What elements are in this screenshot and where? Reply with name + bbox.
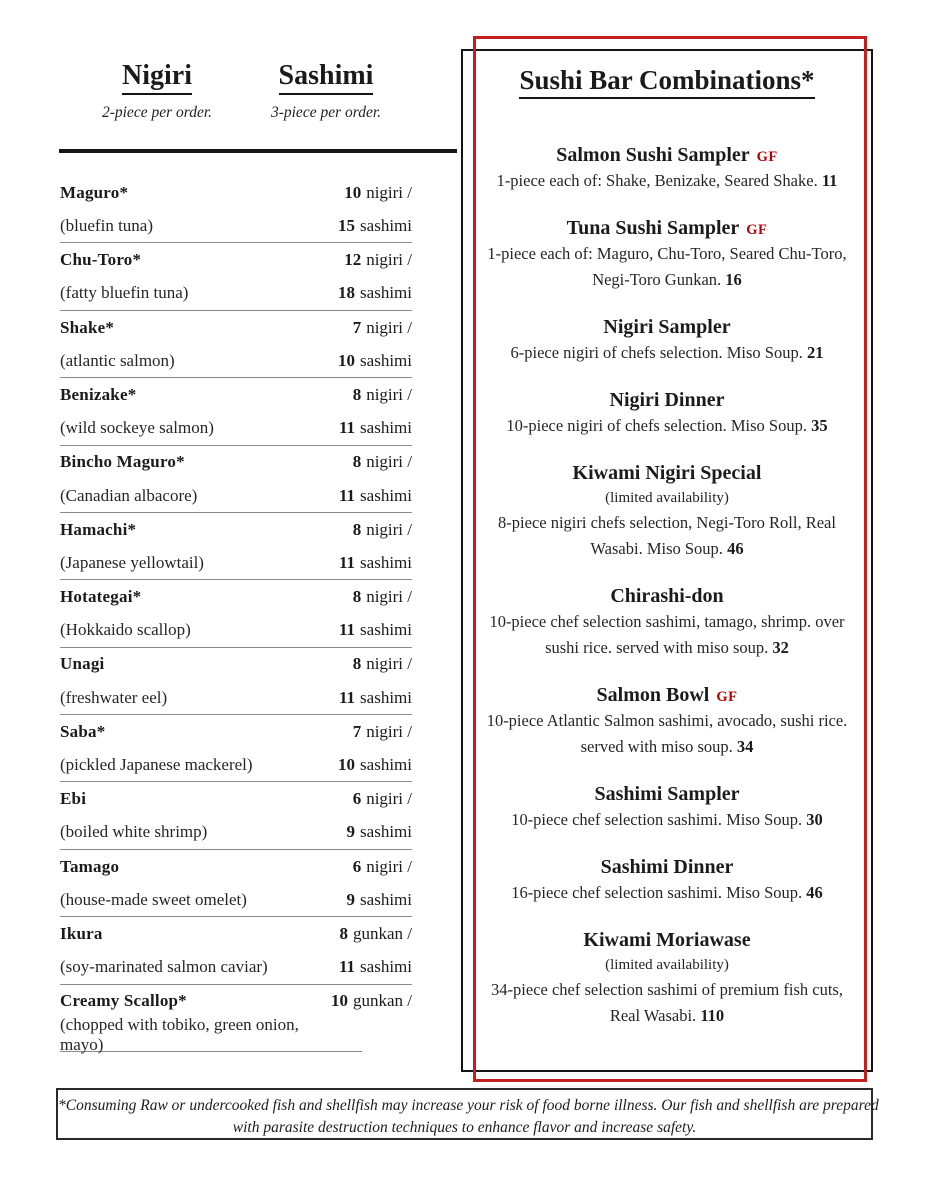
menu-item: [60, 648, 412, 715]
menu-item-sashimi-price: [331, 620, 412, 640]
combo-item-name: Sashimi Sampler: [594, 783, 740, 805]
combo-item-name-line: [461, 460, 873, 486]
nigiri-price-unit: nigiri /: [366, 856, 412, 876]
combo-item: [461, 781, 873, 833]
menu-item-name: Ikura: [60, 923, 103, 943]
sashimi-price-unit: sashimi: [360, 485, 412, 505]
menu-item: [60, 446, 412, 513]
combo-item-description-line: [478, 241, 856, 293]
menu-item-name-row: [60, 985, 412, 1019]
combo-item-description: 10-piece nigiri of chefs selection. Miso Soup.: [506, 416, 807, 435]
menu-item-desc-row: [60, 210, 412, 244]
sashimi-price-unit: sashimi: [360, 418, 412, 438]
combo-item-description-line: [478, 340, 856, 366]
nigiri-price-unit: nigiri /: [366, 654, 412, 674]
menu-item-nigiri-price: [337, 318, 412, 338]
menu-item-name-row: [60, 850, 412, 884]
sashimi-price-unit: sashimi: [360, 957, 412, 977]
combo-item-price: 16: [725, 270, 742, 289]
nigiri-price-unit: nigiri /: [366, 721, 412, 741]
nigiri-price-number: 8: [352, 519, 362, 539]
sashimi-price-unit: sashimi: [360, 283, 412, 303]
nigiri-column-subtitle: 2-piece per order.: [101, 104, 213, 121]
combo-item: [461, 583, 873, 661]
menu-item-desc-row: [60, 277, 412, 311]
gluten-free-badge: GF: [716, 689, 738, 705]
sashimi-column-title: Sashimi: [279, 60, 374, 95]
combo-item-price: 11: [821, 171, 838, 190]
sashimi-price-unit: sashimi: [360, 620, 412, 640]
menu-item-sashimi-price: [331, 553, 412, 573]
sashimi-price-number: 10: [338, 755, 356, 775]
nigiri-price-number: 12: [344, 250, 362, 270]
menu-item: [60, 311, 412, 378]
gluten-free-badge: GF: [746, 222, 768, 238]
sashimi-price-unit: sashimi: [360, 755, 412, 775]
menu-item-desc-row: [60, 1014, 362, 1054]
sashimi-price-number: 9: [346, 889, 356, 909]
menu-item-sashimi-price: [338, 1025, 362, 1045]
menu-item-desc-row: [60, 412, 412, 446]
combo-item-price: 110: [700, 1006, 725, 1025]
menu-item-nigiri-price: [337, 654, 412, 674]
menu-item-name: Saba*: [60, 721, 106, 741]
menu-item-name-row: [60, 311, 412, 345]
menu-item-name: Hotategai*: [60, 587, 142, 607]
sashimi-price-number: 15: [338, 216, 356, 236]
combo-item-name: Salmon Bowl: [596, 684, 710, 706]
nigiri-price-number: 10: [330, 991, 348, 1011]
menu-item-description: (pickled Japanese mackerel): [60, 755, 253, 775]
combo-item-description-line: [478, 807, 856, 833]
menu-item-sashimi-price: [331, 822, 412, 842]
combo-item-description: 1-piece each of: Shake, Benizake, Seared Shake.: [496, 171, 818, 190]
sashimi-price-unit: sashimi: [360, 822, 412, 842]
menu-item-description: (chopped with tobiko, green onion, mayo): [60, 1014, 299, 1054]
menu-item: [60, 513, 412, 580]
sashimi-price-unit: sashimi: [360, 889, 412, 909]
menu-item-description: (freshwater eel): [60, 687, 168, 707]
menu-item-name-row: [60, 782, 412, 816]
nigiri-price-unit: nigiri /: [366, 587, 412, 607]
combo-item: [461, 682, 873, 760]
menu-item-name: Unagi: [60, 654, 105, 674]
combo-item-description-line: [478, 168, 856, 194]
combo-item-name: Nigiri Sampler: [603, 316, 731, 338]
nigiri-sashimi-list: [60, 176, 412, 1052]
menu-item: [60, 782, 412, 849]
combo-item-price: 34: [736, 737, 754, 756]
menu-item-sashimi-price: [331, 351, 412, 371]
combo-item-description: 10-piece chef selection sashimi. Miso Soup.: [511, 810, 803, 829]
combo-item-description: 1-piece each of: Maguro, Chu-Toro, Seared Chu-Toro, Negi-Toro Gunkan.: [487, 244, 847, 289]
combo-item-description: 10-piece Atlantic Salmon sashimi, avocado, sushi rice. served with miso soup.: [486, 711, 848, 756]
menu-item-nigiri-price: [337, 587, 412, 607]
menu-item-desc-row: [60, 547, 412, 581]
sashimi-price-number: 11: [338, 687, 356, 707]
combo-item: [461, 927, 873, 1029]
combo-item-name-line: [461, 682, 873, 708]
nigiri-price-unit: nigiri /: [366, 519, 412, 539]
combo-item-price: 30: [806, 810, 823, 829]
combo-item-note: (limited availability): [605, 957, 729, 973]
menu-item: [60, 176, 412, 243]
sashimi-price-number: 10: [338, 350, 356, 370]
combo-item: [461, 387, 873, 439]
combo-item-name-line: [461, 854, 873, 880]
menu-item-sashimi-price: [331, 755, 412, 775]
sashimi-price-unit: sashimi: [360, 552, 412, 572]
menu-item-sashimi-price: [331, 486, 412, 506]
nigiri-price-number: 8: [339, 923, 348, 943]
combo-item-note: (limited availability): [605, 490, 729, 506]
combo-item: [461, 314, 873, 366]
menu-item-description: (fatty bluefin tuna): [60, 283, 189, 303]
combo-item-description: 6-piece nigiri of chefs selection. Miso Soup.: [510, 343, 803, 362]
nigiri-price-number: 7: [352, 721, 362, 741]
menu-item-name: Maguro*: [60, 182, 129, 202]
menu-item-nigiri-price: [324, 924, 412, 944]
nigiri-price-unit: nigiri /: [366, 452, 412, 472]
menu-item-desc-row: [60, 951, 412, 985]
menu-item-nigiri-price: [337, 722, 412, 742]
nigiri-price-unit: gunkan /: [352, 923, 412, 943]
menu-item-nigiri-price: [337, 250, 412, 270]
combo-item-price: 21: [806, 343, 824, 362]
menu-item-sashimi-price: [331, 283, 412, 303]
menu-item-description: (atlantic salmon): [60, 350, 175, 370]
menu-item-nigiri-price: [337, 385, 412, 405]
combinations-title: Sushi Bar Combinations*: [461, 65, 873, 96]
combo-item-description-line: [478, 977, 856, 1029]
menu-item-nigiri-price: [324, 991, 412, 1011]
menu-item-name: Bincho Maguro*: [60, 452, 185, 472]
combo-item-name-line: [461, 583, 873, 609]
sashimi-price-number: 11: [338, 620, 356, 640]
combo-item: [461, 215, 873, 293]
nigiri-price-number: 8: [352, 654, 362, 674]
nigiri-price-unit: gunkan /: [352, 991, 412, 1011]
combo-item-description: 10-piece chef selection sashimi, tamago, shrimp. over sushi rice. served with miso soup.: [489, 612, 845, 657]
menu-item-name: Shake*: [60, 317, 115, 337]
combo-item-name-line: [461, 781, 873, 807]
nigiri-price-unit: nigiri /: [366, 789, 412, 809]
sashimi-price-number: 11: [338, 485, 356, 505]
combo-item-description: 16-piece chef selection sashimi. Miso Soup.: [511, 883, 803, 902]
combo-item-name: Salmon Sushi Sampler: [556, 144, 750, 166]
disclaimer-line-1: *Consuming Raw or undercooked fish and shellfish may increase your risk of food borne illness. Our fish and shellfish are prepared: [58, 1097, 879, 1114]
nigiri-price-number: 8: [352, 587, 362, 607]
menu-item-name-row: [60, 648, 412, 682]
combo-item-name: Kiwami Nigiri Special: [572, 462, 762, 484]
menu-item-name-row: [60, 243, 412, 277]
nigiri-price-unit: nigiri /: [366, 317, 412, 337]
menu-item-desc-row: [60, 816, 412, 850]
menu-item-description: (bluefin tuna): [60, 216, 153, 236]
menu-item-description: (Hokkaido scallop): [60, 620, 191, 640]
nigiri-column-header: [88, 60, 226, 92]
combo-item-description-line: [478, 413, 856, 439]
combo-item: [461, 460, 873, 562]
menu-item-nigiri-price: [337, 520, 412, 540]
menu-item-name-row: [60, 446, 412, 480]
menu-item-desc-row: [60, 681, 412, 715]
sashimi-price-number: 11: [338, 957, 356, 977]
combinations-list: [461, 142, 873, 1029]
menu-item-name: Tamago: [60, 856, 120, 876]
menu-item-name-row: [60, 580, 412, 614]
disclaimer-box: [56, 1088, 879, 1140]
menu-item-description: (Japanese yellowtail): [60, 552, 204, 572]
menu-item-name: Benizake*: [60, 384, 137, 404]
combo-item-name: Tuna Sushi Sampler: [566, 217, 740, 239]
menu-item: [60, 715, 412, 782]
left-column-divider: [59, 149, 457, 153]
menu-item-name-row: [60, 715, 412, 749]
nigiri-price-number: 7: [352, 317, 362, 337]
gluten-free-badge: GF: [756, 149, 778, 165]
combo-item-name-line: [461, 387, 873, 413]
menu-item-desc-row: [60, 479, 412, 513]
menu-item: [60, 243, 412, 310]
combo-item-description-line: [478, 510, 856, 562]
menu-item-description: (wild sockeye salmon): [60, 418, 214, 438]
sashimi-price-number: 9: [346, 822, 356, 842]
sashimi-column-header: [254, 60, 398, 92]
nigiri-price-unit: nigiri /: [366, 384, 412, 404]
menu-item-sashimi-price: [331, 957, 412, 977]
menu-item-name-row: [60, 176, 412, 210]
menu-item-sashimi-price: [331, 418, 412, 438]
menu-item-desc-row: [60, 749, 412, 783]
menu-item: [60, 580, 412, 647]
menu-item-name-row: [60, 513, 412, 547]
sashimi-price-unit: sashimi: [360, 687, 412, 707]
sashimi-price-unit: sashimi: [360, 350, 412, 370]
sashimi-price-number: 11: [338, 418, 356, 438]
menu-item-nigiri-price: [337, 789, 412, 809]
nigiri-price-unit: nigiri /: [366, 250, 412, 270]
menu-item-name: Ebi: [60, 789, 87, 809]
menu-item-sashimi-price: [331, 216, 412, 236]
menu-item-sashimi-price: [331, 688, 412, 708]
menu-item: [60, 850, 412, 917]
combo-item-name: Nigiri Dinner: [609, 389, 725, 411]
combo-item: [461, 142, 873, 194]
nigiri-column-title: Nigiri: [122, 60, 192, 95]
combo-item-name: Kiwami Moriawase: [583, 929, 751, 951]
sashimi-price-unit: sashimi: [360, 216, 412, 236]
combo-item-description-line: [478, 609, 856, 661]
combo-item-price: 46: [806, 883, 823, 902]
nigiri-price-number: 8: [352, 384, 362, 404]
menu-item-description: (house-made sweet omelet): [60, 889, 247, 909]
nigiri-price-number: 10: [344, 182, 362, 202]
combo-item-name-line: [461, 215, 873, 241]
menu-item-description: (Canadian albacore): [60, 485, 198, 505]
menu-item-nigiri-price: [337, 857, 412, 877]
menu-item-nigiri-price: [337, 452, 412, 472]
menu-item-desc-row: [60, 883, 412, 917]
combo-item-price: 32: [772, 638, 789, 657]
nigiri-price-number: 8: [352, 452, 362, 472]
combo-item-price: 35: [811, 416, 828, 435]
disclaimer-line-2: with parasite destruction techniques to enhance flavor and increase safety.: [232, 1119, 697, 1136]
menu-item: [60, 985, 412, 1052]
menu-item: [60, 378, 412, 445]
combo-item-description: 8-piece nigiri chefs selection, Negi-Toro Roll, Real Wasabi. Miso Soup.: [498, 513, 836, 558]
menu-item-desc-row: [60, 344, 412, 378]
sashimi-price-number: 18: [338, 283, 356, 303]
menu-item-description: (boiled white shrimp): [60, 822, 208, 842]
menu-item-name: Chu-Toro*: [60, 250, 142, 270]
combo-item-price: 46: [727, 539, 744, 558]
combo-item-name: Sashimi Dinner: [600, 856, 734, 878]
combo-item-description-line: [478, 880, 856, 906]
menu-item-sashimi-price: [331, 890, 412, 910]
menu-item-name-row: [60, 378, 412, 412]
menu-item: [60, 917, 412, 984]
combo-item-name: Chirashi-don: [610, 585, 724, 607]
menu-item-description: (soy-marinated salmon caviar): [60, 957, 268, 977]
nigiri-price-number: 6: [352, 789, 362, 809]
menu-item-name: Hamachi*: [60, 519, 137, 539]
sashimi-column-subtitle: 3-piece per order.: [270, 104, 382, 121]
combo-item-name-line: [461, 142, 873, 168]
nigiri-price-unit: nigiri /: [366, 182, 412, 202]
nigiri-price-number: 6: [352, 856, 362, 876]
menu-item-nigiri-price: [337, 183, 412, 203]
sashimi-price-number: 11: [338, 552, 356, 572]
combo-item-name-line: [461, 314, 873, 340]
combo-item: [461, 854, 873, 906]
combo-item-description: 34-piece chef selection sashimi of premium fish cuts, Real Wasabi.: [491, 980, 843, 1025]
menu-item-name-row: [60, 917, 412, 951]
combo-item-name-line: [461, 927, 873, 953]
combinations-panel: [461, 49, 873, 1072]
combo-item-description-line: [478, 708, 856, 760]
menu-item-desc-row: [60, 614, 412, 648]
menu-item-name: Creamy Scallop*: [60, 991, 187, 1011]
